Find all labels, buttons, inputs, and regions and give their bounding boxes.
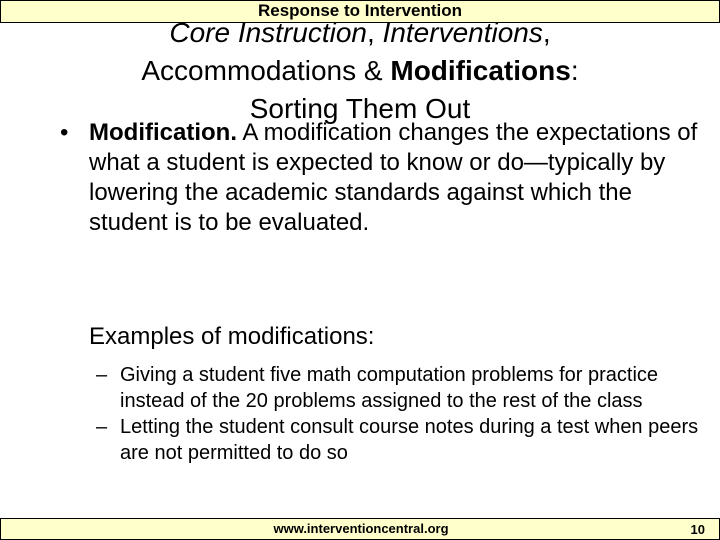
title-line-3: Sorting Them Out bbox=[249, 93, 471, 124]
title-separator: & bbox=[356, 55, 391, 86]
footer-bar bbox=[0, 518, 720, 540]
title-separator: , bbox=[366, 17, 383, 48]
example-text: Letting the student consult course notes during a test when peers are not permitted to do so bbox=[120, 416, 699, 464]
examples-heading: Examples of modifications: bbox=[89, 323, 375, 350]
slide-title bbox=[0, 14, 720, 128]
title-separator: , bbox=[542, 17, 551, 48]
definition-term: Modification. bbox=[89, 119, 237, 146]
definition-text: A modification changes the expectations of what a student is expected to know or do—typically by lowering the academic standards against which the student is to be evaluated. bbox=[89, 119, 698, 236]
banner-title: Response to Intervention bbox=[257, 1, 463, 20]
definition-block bbox=[60, 118, 700, 238]
dash-icon: – bbox=[96, 364, 108, 386]
title-separator: : bbox=[570, 55, 579, 86]
example-item bbox=[96, 362, 706, 414]
title-core-instruction: Core Instruction bbox=[169, 17, 367, 48]
page-number: 10 bbox=[690, 522, 705, 537]
examples-list bbox=[96, 362, 706, 466]
title-interventions: Interventions bbox=[382, 17, 543, 48]
title-accommodations: Accommodations bbox=[141, 55, 357, 86]
example-item bbox=[96, 414, 706, 466]
title-line-2 bbox=[0, 52, 720, 90]
bullet-icon: • bbox=[60, 119, 69, 146]
footer-url: www.interventioncentral.org bbox=[273, 521, 449, 536]
title-modifications: Modifications bbox=[390, 55, 571, 86]
example-text: Giving a student five math computation problems for practice instead of the 20 problems assigned to the rest of the class bbox=[120, 364, 659, 412]
definition-bullet bbox=[60, 118, 700, 238]
dash-icon: – bbox=[96, 416, 108, 438]
